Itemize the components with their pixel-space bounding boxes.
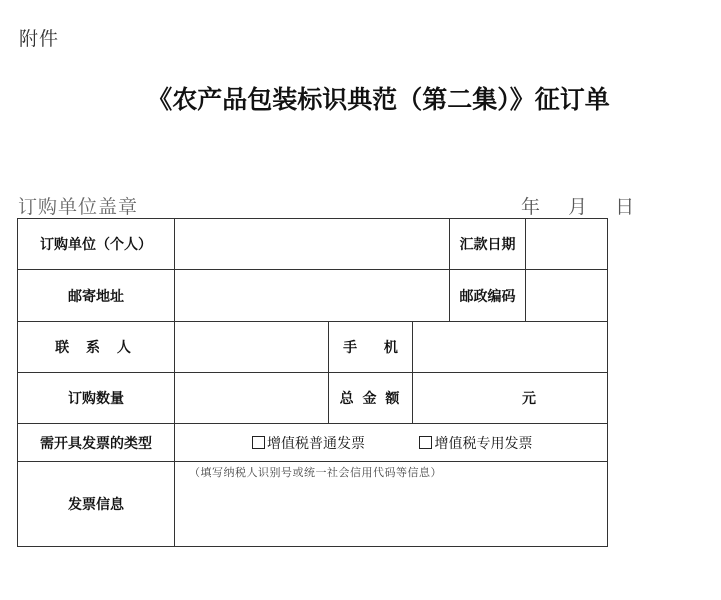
page-title: 《农产品包装标识典范（第二集）》征订单 bbox=[147, 85, 610, 114]
invoice-info-hint: （填写纳税人识别号或统一社会信用代码等信息） bbox=[189, 466, 442, 479]
quantity-label: 订购数量 bbox=[18, 373, 175, 424]
date-day-label: 日 bbox=[615, 196, 635, 218]
ordinary-checkbox[interactable] bbox=[252, 436, 265, 449]
invoice-info-field[interactable] bbox=[175, 462, 608, 547]
special-checkbox[interactable] bbox=[419, 436, 432, 449]
remit-date-field[interactable] bbox=[526, 219, 608, 270]
invoice-info-label: 发票信息 bbox=[18, 462, 175, 547]
date-month-label: 月 bbox=[568, 196, 588, 218]
currency-unit: 元 bbox=[522, 391, 536, 407]
mail-address-field[interactable] bbox=[175, 270, 450, 322]
postal-code-field[interactable] bbox=[526, 270, 608, 322]
postal-code-label: 邮政编码 bbox=[450, 270, 526, 322]
total-amount-label: 总 金 额 bbox=[329, 373, 413, 424]
mobile-field[interactable] bbox=[413, 322, 608, 373]
quantity-field[interactable] bbox=[175, 373, 329, 424]
invoice-type-label: 需开具发票的类型 bbox=[18, 424, 175, 462]
row-ordering-unit bbox=[18, 219, 608, 270]
invoice-special-option[interactable] bbox=[419, 433, 532, 453]
special-option-label: 增值税专用发票 bbox=[434, 435, 533, 452]
attachment-label: 附件 bbox=[19, 28, 60, 50]
date-line bbox=[521, 192, 634, 219]
row-contact bbox=[18, 322, 608, 373]
row-mail-address bbox=[18, 270, 608, 322]
invoice-type-options bbox=[175, 424, 608, 462]
mobile-label: 手 机 bbox=[329, 322, 413, 373]
remit-date-label: 汇款日期 bbox=[450, 219, 526, 270]
stamp-label: 订购单位盖章 bbox=[18, 196, 139, 218]
order-form-table bbox=[17, 218, 608, 547]
invoice-ordinary-option[interactable] bbox=[252, 433, 365, 453]
row-invoice-info bbox=[18, 462, 608, 547]
mail-address-label: 邮寄地址 bbox=[18, 270, 175, 322]
contact-field[interactable] bbox=[175, 322, 329, 373]
ordering-unit-label: 订购单位（个人） bbox=[18, 219, 175, 270]
row-invoice-type bbox=[18, 424, 608, 462]
ordering-unit-field[interactable] bbox=[175, 219, 450, 270]
row-quantity bbox=[18, 373, 608, 424]
contact-label: 联 系 人 bbox=[18, 322, 175, 373]
ordinary-option-label: 增值税普通发票 bbox=[267, 435, 365, 452]
total-amount-field[interactable] bbox=[413, 373, 608, 424]
date-year-label: 年 bbox=[521, 196, 541, 218]
